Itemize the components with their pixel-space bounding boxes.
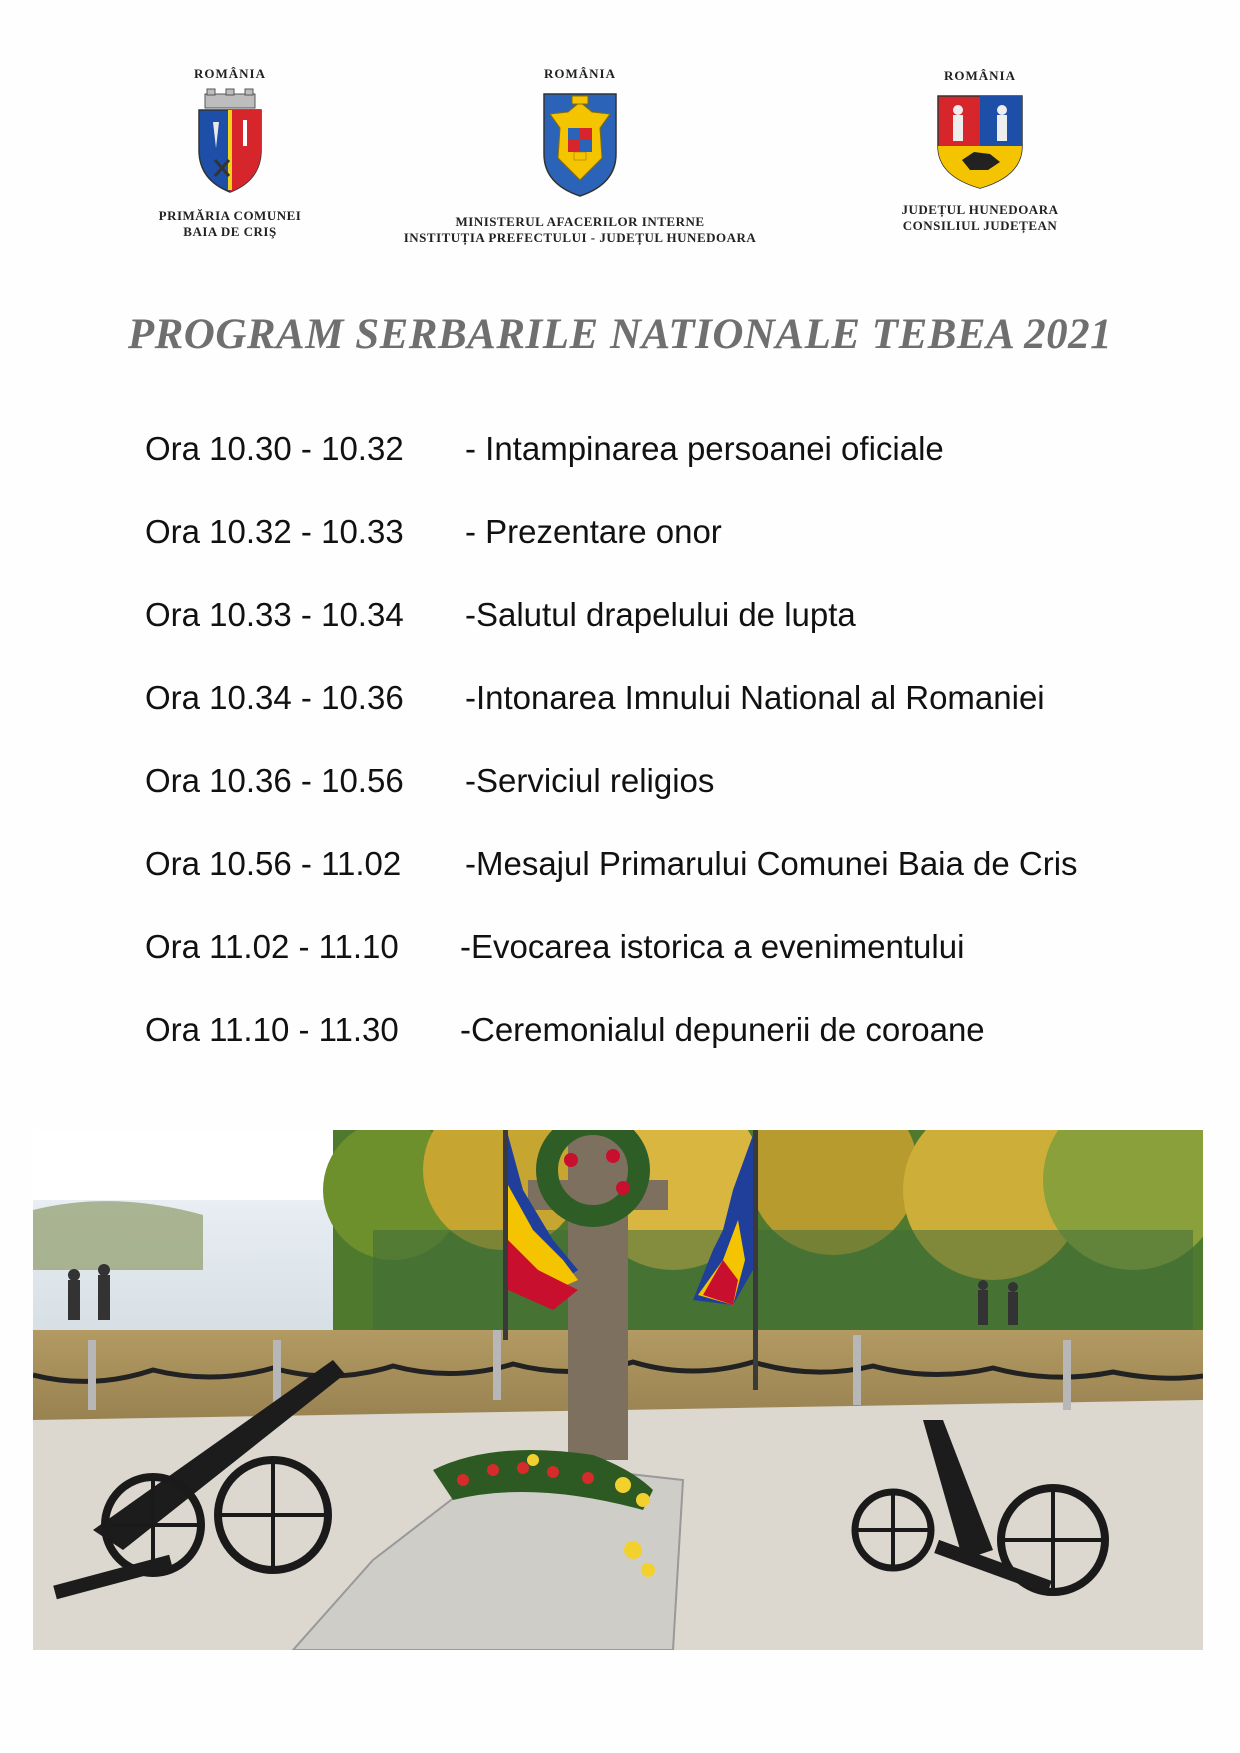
schedule-event: -Ceremonialul depunerii de coroane <box>460 1011 985 1048</box>
header-left-institution <box>140 66 320 240</box>
schedule-event: -Intonarea Imnului National al Romaniei <box>465 679 1045 716</box>
header-right-institution <box>880 68 1080 234</box>
page-title: PROGRAM SERBARILE NATIONALE TEBEA 2021 <box>127 311 1113 358</box>
memorial-site-photo <box>33 1130 1203 1650</box>
hunedoara-coat-of-arms-icon <box>934 90 1026 190</box>
header-center-institution <box>360 66 800 246</box>
schedule-time: Ora 10.30 - 10.32 <box>145 430 404 467</box>
schedule-event: -Mesajul Primarului Comunei Baia de Cris <box>465 845 1078 882</box>
schedule-time: Ora 10.33 - 10.34 <box>145 596 404 633</box>
schedule-time: Ora 10.56 - 11.02 <box>145 845 402 882</box>
header-center-line2: INSTITUȚIA PREFECTULUI - JUDEȚUL HUNEDOARA <box>403 230 757 245</box>
header-right-line1: JUDEȚUL HUNEDOARA <box>901 202 1059 217</box>
header-right-line2: CONSILIUL JUDEȚEAN <box>902 218 1058 233</box>
header-right-country: ROMÂNIA <box>944 68 1016 83</box>
memorial-site-photo-icon <box>33 1130 1203 1650</box>
header-left-line1: PRIMĂRIA COMUNEI <box>158 208 302 223</box>
schedule-event: -Evocarea istorica a evenimentului <box>460 928 965 965</box>
schedule-event: - Prezentare onor <box>465 513 722 550</box>
schedule-time: Ora 10.34 - 10.36 <box>145 679 404 716</box>
header-center-country: ROMÂNIA <box>544 66 616 81</box>
schedule-event: - Intampinarea persoanei oficiale <box>465 430 944 467</box>
header-left-line2: BAIA DE CRIŞ <box>183 224 277 239</box>
header-left-country: ROMÂNIA <box>194 66 266 81</box>
baia-de-cris-coat-of-arms-icon <box>195 88 265 194</box>
schedule-time: Ora 11.02 - 11.10 <box>145 928 399 965</box>
schedule-time: Ora 11.10 - 11.30 <box>145 1011 399 1048</box>
schedule-time: Ora 10.36 - 10.56 <box>145 762 404 799</box>
schedule-event: -Salutul drapelului de lupta <box>465 596 856 633</box>
bleed-through-texture <box>200 560 208 594</box>
header-center-line1: MINISTERUL AFACERILOR INTERNE <box>455 214 705 229</box>
romania-coat-of-arms-icon <box>540 88 620 198</box>
schedule-event: -Serviciul religios <box>465 762 715 799</box>
schedule-time: Ora 10.32 - 10.33 <box>145 513 404 550</box>
